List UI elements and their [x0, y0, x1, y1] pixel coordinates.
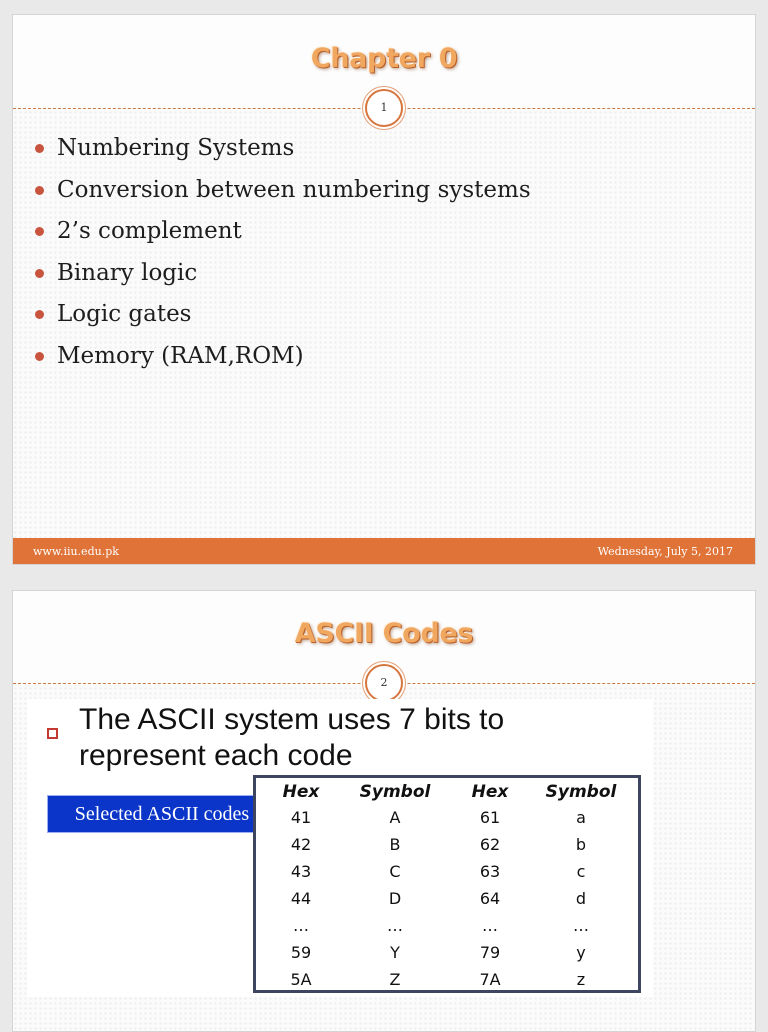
- table-cell: …: [573, 916, 589, 935]
- list-item: [33, 341, 531, 383]
- table-cell: 5A: [290, 970, 312, 989]
- table-cell: 63: [479, 862, 501, 881]
- bullet-text: Binary logic: [57, 259, 198, 286]
- table-cell: Z: [389, 970, 401, 989]
- ascii-description-line-2: represent each code: [79, 739, 353, 772]
- bullet-text: 2’s complement: [57, 218, 242, 244]
- table-cell: 64: [479, 889, 501, 908]
- page-number-badge: 2: [365, 664, 403, 702]
- table-cell: y: [576, 943, 586, 962]
- bullet-text: Logic gates: [57, 301, 192, 327]
- table-row: [266, 804, 636, 831]
- table-cell: 44: [290, 889, 312, 908]
- table-row: [266, 831, 636, 858]
- table-cell: 62: [479, 835, 501, 854]
- ascii-table: [266, 780, 636, 993]
- bullet-dot-icon: [35, 310, 44, 319]
- table-cell: Y: [390, 943, 400, 962]
- slide-content: [27, 699, 653, 997]
- table-cell: 59: [290, 943, 312, 962]
- table-cell: …: [387, 916, 403, 935]
- column-header: Hex: [471, 782, 509, 802]
- ascii-description-line-1: The ASCII system uses 7 bits to: [79, 703, 505, 736]
- table-cell: b: [575, 835, 587, 854]
- table-row: [266, 966, 636, 993]
- table-cell: B: [389, 835, 401, 854]
- slide-1: [12, 14, 756, 565]
- table-cell: c: [576, 862, 586, 881]
- slide-title: ASCII Codes: [294, 618, 474, 649]
- table-cell: a: [576, 808, 586, 827]
- footer-website-link[interactable]: www.iiu.edu.pk: [33, 545, 119, 558]
- bullet-dot-icon: [35, 186, 44, 195]
- bullet-dot-icon: [35, 227, 44, 236]
- selected-ascii-codes-label: Selected ASCII codes: [47, 795, 277, 833]
- table-cell: 7A: [479, 970, 501, 989]
- table-row: [266, 939, 636, 966]
- table-cell: 42: [290, 835, 312, 854]
- list-item: [33, 299, 531, 341]
- slide-title: Chapter 0: [310, 43, 458, 74]
- table-cell: z: [576, 970, 586, 989]
- bullet-dot-icon: [35, 269, 44, 278]
- bullet-text: Numbering Systems: [57, 135, 295, 161]
- list-item: [33, 258, 531, 300]
- column-header: Symbol: [545, 782, 617, 802]
- column-header: Hex: [282, 782, 320, 802]
- table-row: [266, 885, 636, 912]
- bullet-text: Conversion between numbering systems: [57, 176, 531, 203]
- table-row: [266, 858, 636, 885]
- table-cell: …: [482, 916, 498, 935]
- bullet-dot-icon: [35, 352, 44, 361]
- table-cell: 61: [479, 808, 501, 827]
- table-cell: 43: [290, 862, 312, 881]
- column-header: Symbol: [359, 782, 431, 802]
- ascii-table-frame: [253, 775, 641, 993]
- page-number-badge: 1: [365, 89, 403, 127]
- list-item: [33, 216, 531, 258]
- table-row: [266, 912, 636, 939]
- slide-footer: [13, 538, 755, 564]
- square-bullet-icon: [47, 728, 58, 739]
- table-cell: 41: [290, 808, 312, 827]
- bullet-list: [33, 133, 531, 382]
- table-cell: D: [388, 889, 402, 908]
- table-cell: C: [389, 862, 401, 881]
- footer-date: Wednesday, July 5, 2017: [597, 545, 733, 558]
- slide-2: [12, 590, 756, 1032]
- table-cell: …: [293, 916, 309, 935]
- bullet-dot-icon: [35, 144, 44, 153]
- table-cell: 79: [479, 943, 501, 962]
- bullet-text: Memory (RAM,ROM): [57, 342, 304, 369]
- table-cell: A: [389, 808, 401, 827]
- list-item: [33, 133, 531, 175]
- table-header-row: [266, 780, 636, 804]
- list-item: [33, 175, 531, 217]
- table-cell: d: [575, 889, 587, 908]
